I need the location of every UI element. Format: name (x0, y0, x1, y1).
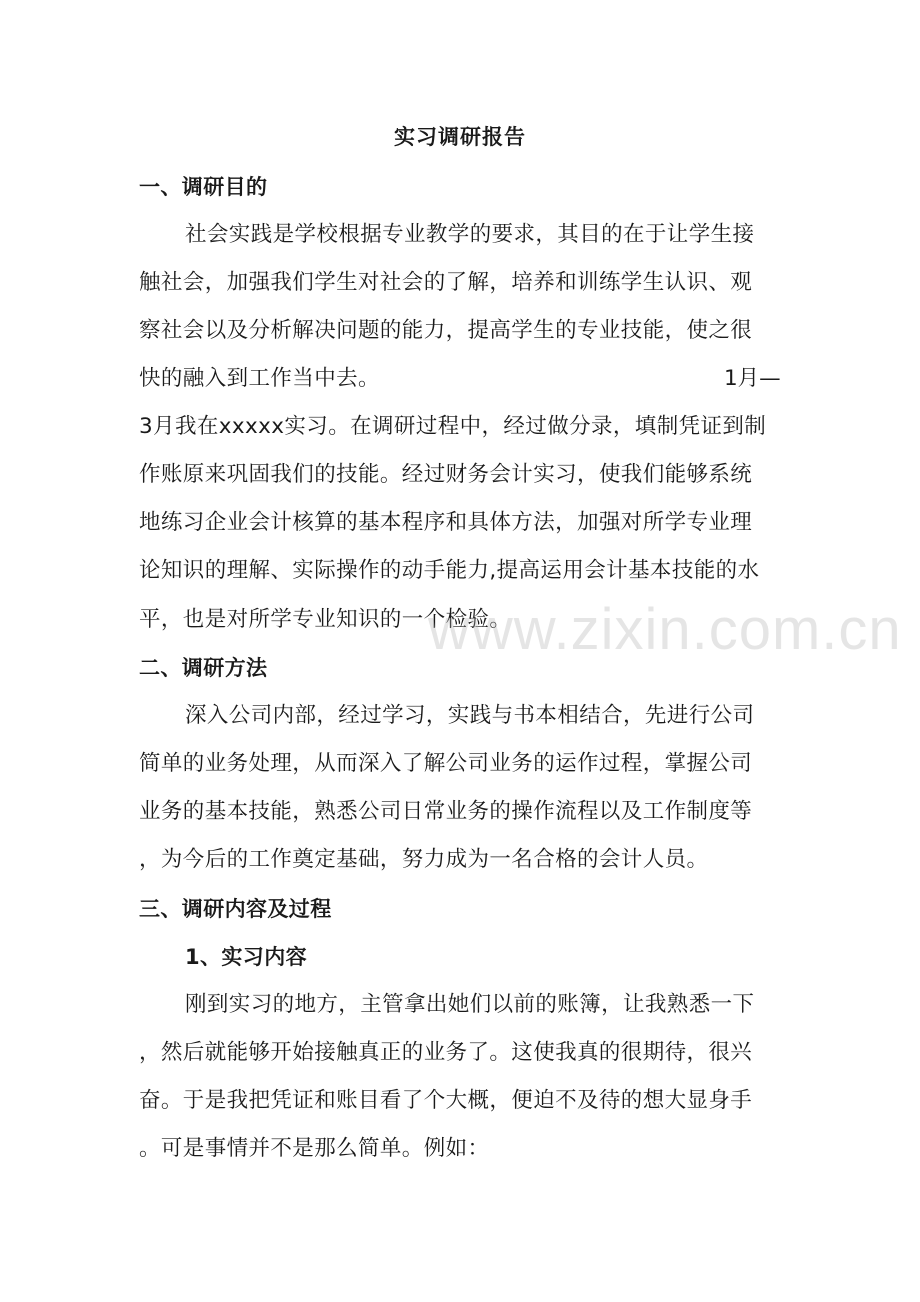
paragraph-line: 论知识的理解、实际操作的动手能力,提高运用会计基本技能的水 (139, 558, 760, 583)
paragraph-line: 地练习企业会计核算的基本程序和具体方法，加强对所学专业理 (139, 510, 753, 535)
paragraph-line: 平，也是对所学专业知识的一个检验。 (139, 607, 512, 632)
paragraph-line: 3月我在xxxxx实习。在调研过程中，经过做分录，填制凭证到制 (139, 414, 767, 439)
section-heading-method: 二、调研方法 (139, 656, 268, 680)
paragraph-line: 深入公司内部，经过学习，实践与书本相结合，先进行公司 (185, 703, 755, 728)
paragraph-line: 社会实践是学校根据专业教学的要求，其目的在于让学生接 (185, 222, 755, 247)
document-title: 实习调研报告 (394, 125, 526, 149)
section-heading-content: 三、调研内容及过程 (139, 897, 332, 921)
paragraph-line: 触社会，加强我们学生对社会的了解，培养和训练学生认识、观 (139, 270, 753, 295)
watermark: www.zixin.com.cn (428, 597, 902, 662)
paragraph-line: 察社会以及分析解决问题的能力，提高学生的专业技能，使之很 (139, 318, 753, 343)
paragraph-line: 业务的基本技能，熟悉公司日常业务的操作流程以及工作制度等 (139, 799, 753, 824)
paragraph-line: 简单的业务处理，从而深入了解公司业务的运作过程，掌握公司 (139, 751, 753, 776)
subsection-heading: 1、实习内容 (185, 945, 308, 969)
paragraph-line: ，为今后的工作奠定基础，努力成为一名合格的会计人员。 (139, 847, 709, 872)
paragraph-line: 作账原来巩固我们的技能。经过财务会计实习，使我们能够系统 (139, 462, 753, 487)
paragraph-line: 刚到实习的地方，主管拿出她们以前的账簿，让我熟悉一下 (185, 992, 755, 1017)
date-fragment: 1月— (724, 366, 781, 391)
paragraph-line: 奋。于是我把凭证和账目看了个大概，便迫不及待的想大显身手 (139, 1088, 753, 1113)
paragraph-line: 快的融入到工作当中去。 (139, 366, 380, 391)
paragraph-line: ，然后就能够开始接触真正的业务了。这使我真的很期待，很兴 (139, 1040, 753, 1065)
section-heading-purpose: 一、调研目的 (139, 175, 268, 199)
paragraph-line: 。可是事情并不是那么简单。例如： (139, 1136, 490, 1161)
